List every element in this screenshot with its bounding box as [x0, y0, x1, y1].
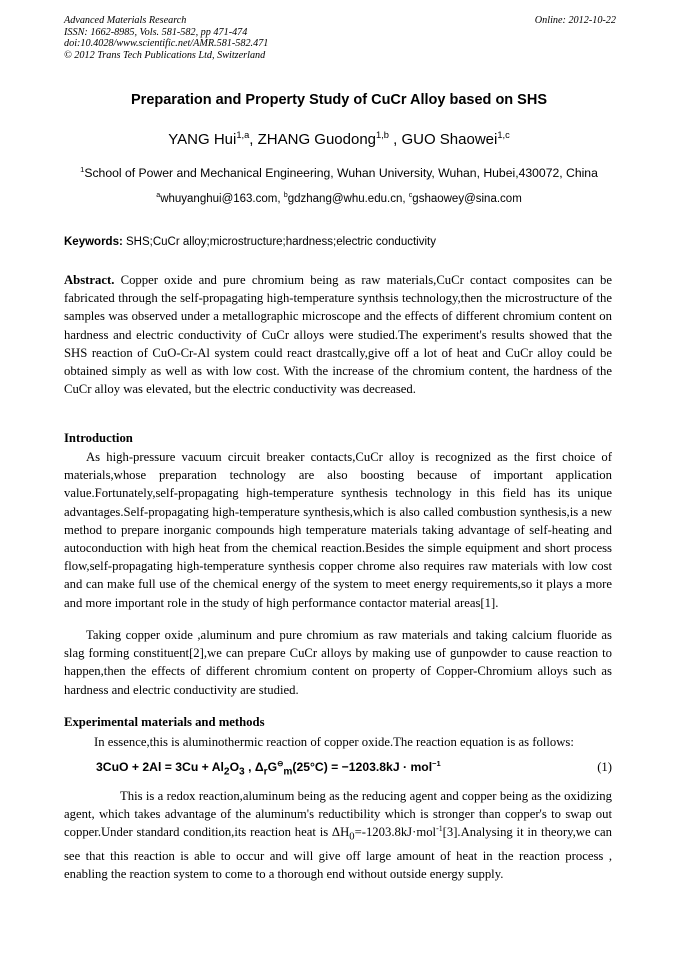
equation-subscript: r	[263, 766, 268, 778]
abstract-label: Abstract.	[64, 273, 115, 287]
author-name: GUO Shaowei	[401, 131, 498, 148]
online-date: Online: 2012-10-22	[534, 15, 616, 26]
author-affil-mark: 1,a	[236, 130, 250, 140]
author-affil-mark: 1,b	[376, 130, 389, 140]
author-list	[0, 131, 678, 148]
abstract	[64, 271, 612, 398]
email-address: gshaowey@sina.com	[412, 193, 522, 205]
equation-superscript: ⊖	[277, 758, 284, 768]
equation-superscript: −1	[432, 758, 441, 768]
equation-part: (25°C) = −1203.8kJ · mol	[292, 760, 433, 774]
equation-part: O	[229, 760, 240, 774]
methods-text: =-1203.8kJ·mol	[354, 825, 437, 840]
introduction-heading: Introduction	[64, 431, 133, 445]
author-separator: ,	[249, 131, 258, 148]
equation-number: (1)	[597, 760, 612, 774]
keywords-label: Keywords:	[64, 236, 123, 248]
introduction-paragraph-1: As high-pressure vacuum circuit breaker contacts,CuCr alloy is recognized as the first choice of materials,whose preparation technology are also boosting because of important application value.Fortunately,self-propagating high-temperature synthesis technology in this field has its unique advantages.Self-propagating high-temperature synthesis,which is also called combustion synthesis,is a new method to prepare inorganic compounds high temperature materials taking advantage of self-heating and autoconduction with high heat from the chemical reaction.Besides the simple equipment and short process flow,self-propagating high-temperature synthesis copper chrome also requires raw materials with low cost and can make full use of the chemical energy of the system to meet energy requirements,so it plays a more and more important role in the study of high performance contactor material areas[1].	[64, 450, 612, 610]
methods-text: This is a redox reaction,aluminum being as the reducing agent and copper being as the oxidizing agent, which takes advantage of the aluminum's reductibility which is stronger than copper's to swap out copper.Under standard condition,its reaction heat is ΔH	[64, 789, 612, 840]
paper-title: Preparation and Property Study of CuCr Alloy based on SHS	[131, 92, 547, 108]
email-list	[0, 193, 678, 205]
equation-part: G	[267, 760, 278, 774]
affiliation-mark: 1	[80, 164, 85, 174]
affiliation-text: School of Power and Mechanical Engineering, Wuhan University, Wuhan, Hubei,430072, China	[84, 166, 598, 180]
email-address: whuyanghui@163.com,	[160, 193, 284, 205]
email-mark: b	[283, 191, 288, 200]
keywords-text: SHS;CuCr alloy;microstructure;hardness;electric conductivity	[122, 236, 436, 248]
journal-name: Advanced Materials Research	[64, 15, 187, 26]
methods-superscript: -1	[436, 824, 443, 834]
introduction-paragraph-2: Taking copper oxide ,aluminum and pure chromium as raw materials and taking calcium fluoride as slag forming constituent[2],we can prepare CuCr alloys by making use of gunpowder to cause reaction to happen,then the effects of different chromium content on property of Copper-Chromium alloys such as hardness and electric conductivity are studied.	[64, 628, 612, 697]
methods-paragraph-1: In essence,this is aluminothermic reaction of copper oxide.The reaction equation is as follows:	[94, 735, 574, 749]
reaction-equation	[96, 760, 612, 777]
methods-paragraph-2	[64, 787, 612, 884]
abstract-text: Copper oxide and pure chromium being as raw materials,CuCr contact composites can be fabricated through the self-propagating high-temperature synthsis technology,then the microstructure of the samples was observed under a metallographic microscope and the effects of different chromium content on hardness and electric conductivity of CuCr alloys were studied.The experiment's results showed that the SHS reaction of CuO-Cr-Al system could react drastcally,give off a lot of heat and CuCr alloy could be obtained simply as well as with low cost. With the increase of the chromium content, the hardness of the CuCr alloy was elevated, but the electric conductivity was decreased.	[64, 273, 612, 397]
equation-part: , Δ	[244, 760, 264, 774]
methods-text: [3].Analysing it in theory,we can see that this reaction is able to occur and will give off large amount of heat in the reaction process , enabling the reaction system to come to a thorough end without outside energy supply.	[64, 825, 612, 882]
methods-heading: Experimental materials and methods	[64, 715, 265, 729]
equation-subscript: 2	[223, 766, 230, 778]
equation-subscript: m	[283, 766, 293, 778]
author-separator: ,	[388, 131, 402, 148]
issn-line: ISSN: 1662-8985, Vols. 581-582, pp 471-474	[64, 26, 248, 38]
journal-header	[64, 15, 616, 61]
author-name: YANG Hui	[168, 131, 237, 148]
equation-part: 3CuO + 2Al = 3Cu + Al	[96, 760, 224, 774]
email-mark: c	[408, 191, 413, 200]
affiliation	[0, 166, 678, 180]
email-address: gdzhang@whu.edu.cn,	[287, 193, 409, 205]
equation-subscript: 3	[239, 766, 245, 778]
author-name: ZHANG Guodong	[257, 131, 376, 148]
doi-line: doi:10.4028/www.scientific.net/AMR.581-582.471	[64, 38, 269, 50]
email-mark: a	[156, 191, 161, 200]
keywords	[64, 236, 616, 248]
methods-subscript: 0	[349, 831, 355, 843]
copyright-line: © 2012 Trans Tech Publications Ltd, Switzerland	[64, 49, 266, 61]
author-affil-mark: 1,c	[497, 130, 510, 140]
